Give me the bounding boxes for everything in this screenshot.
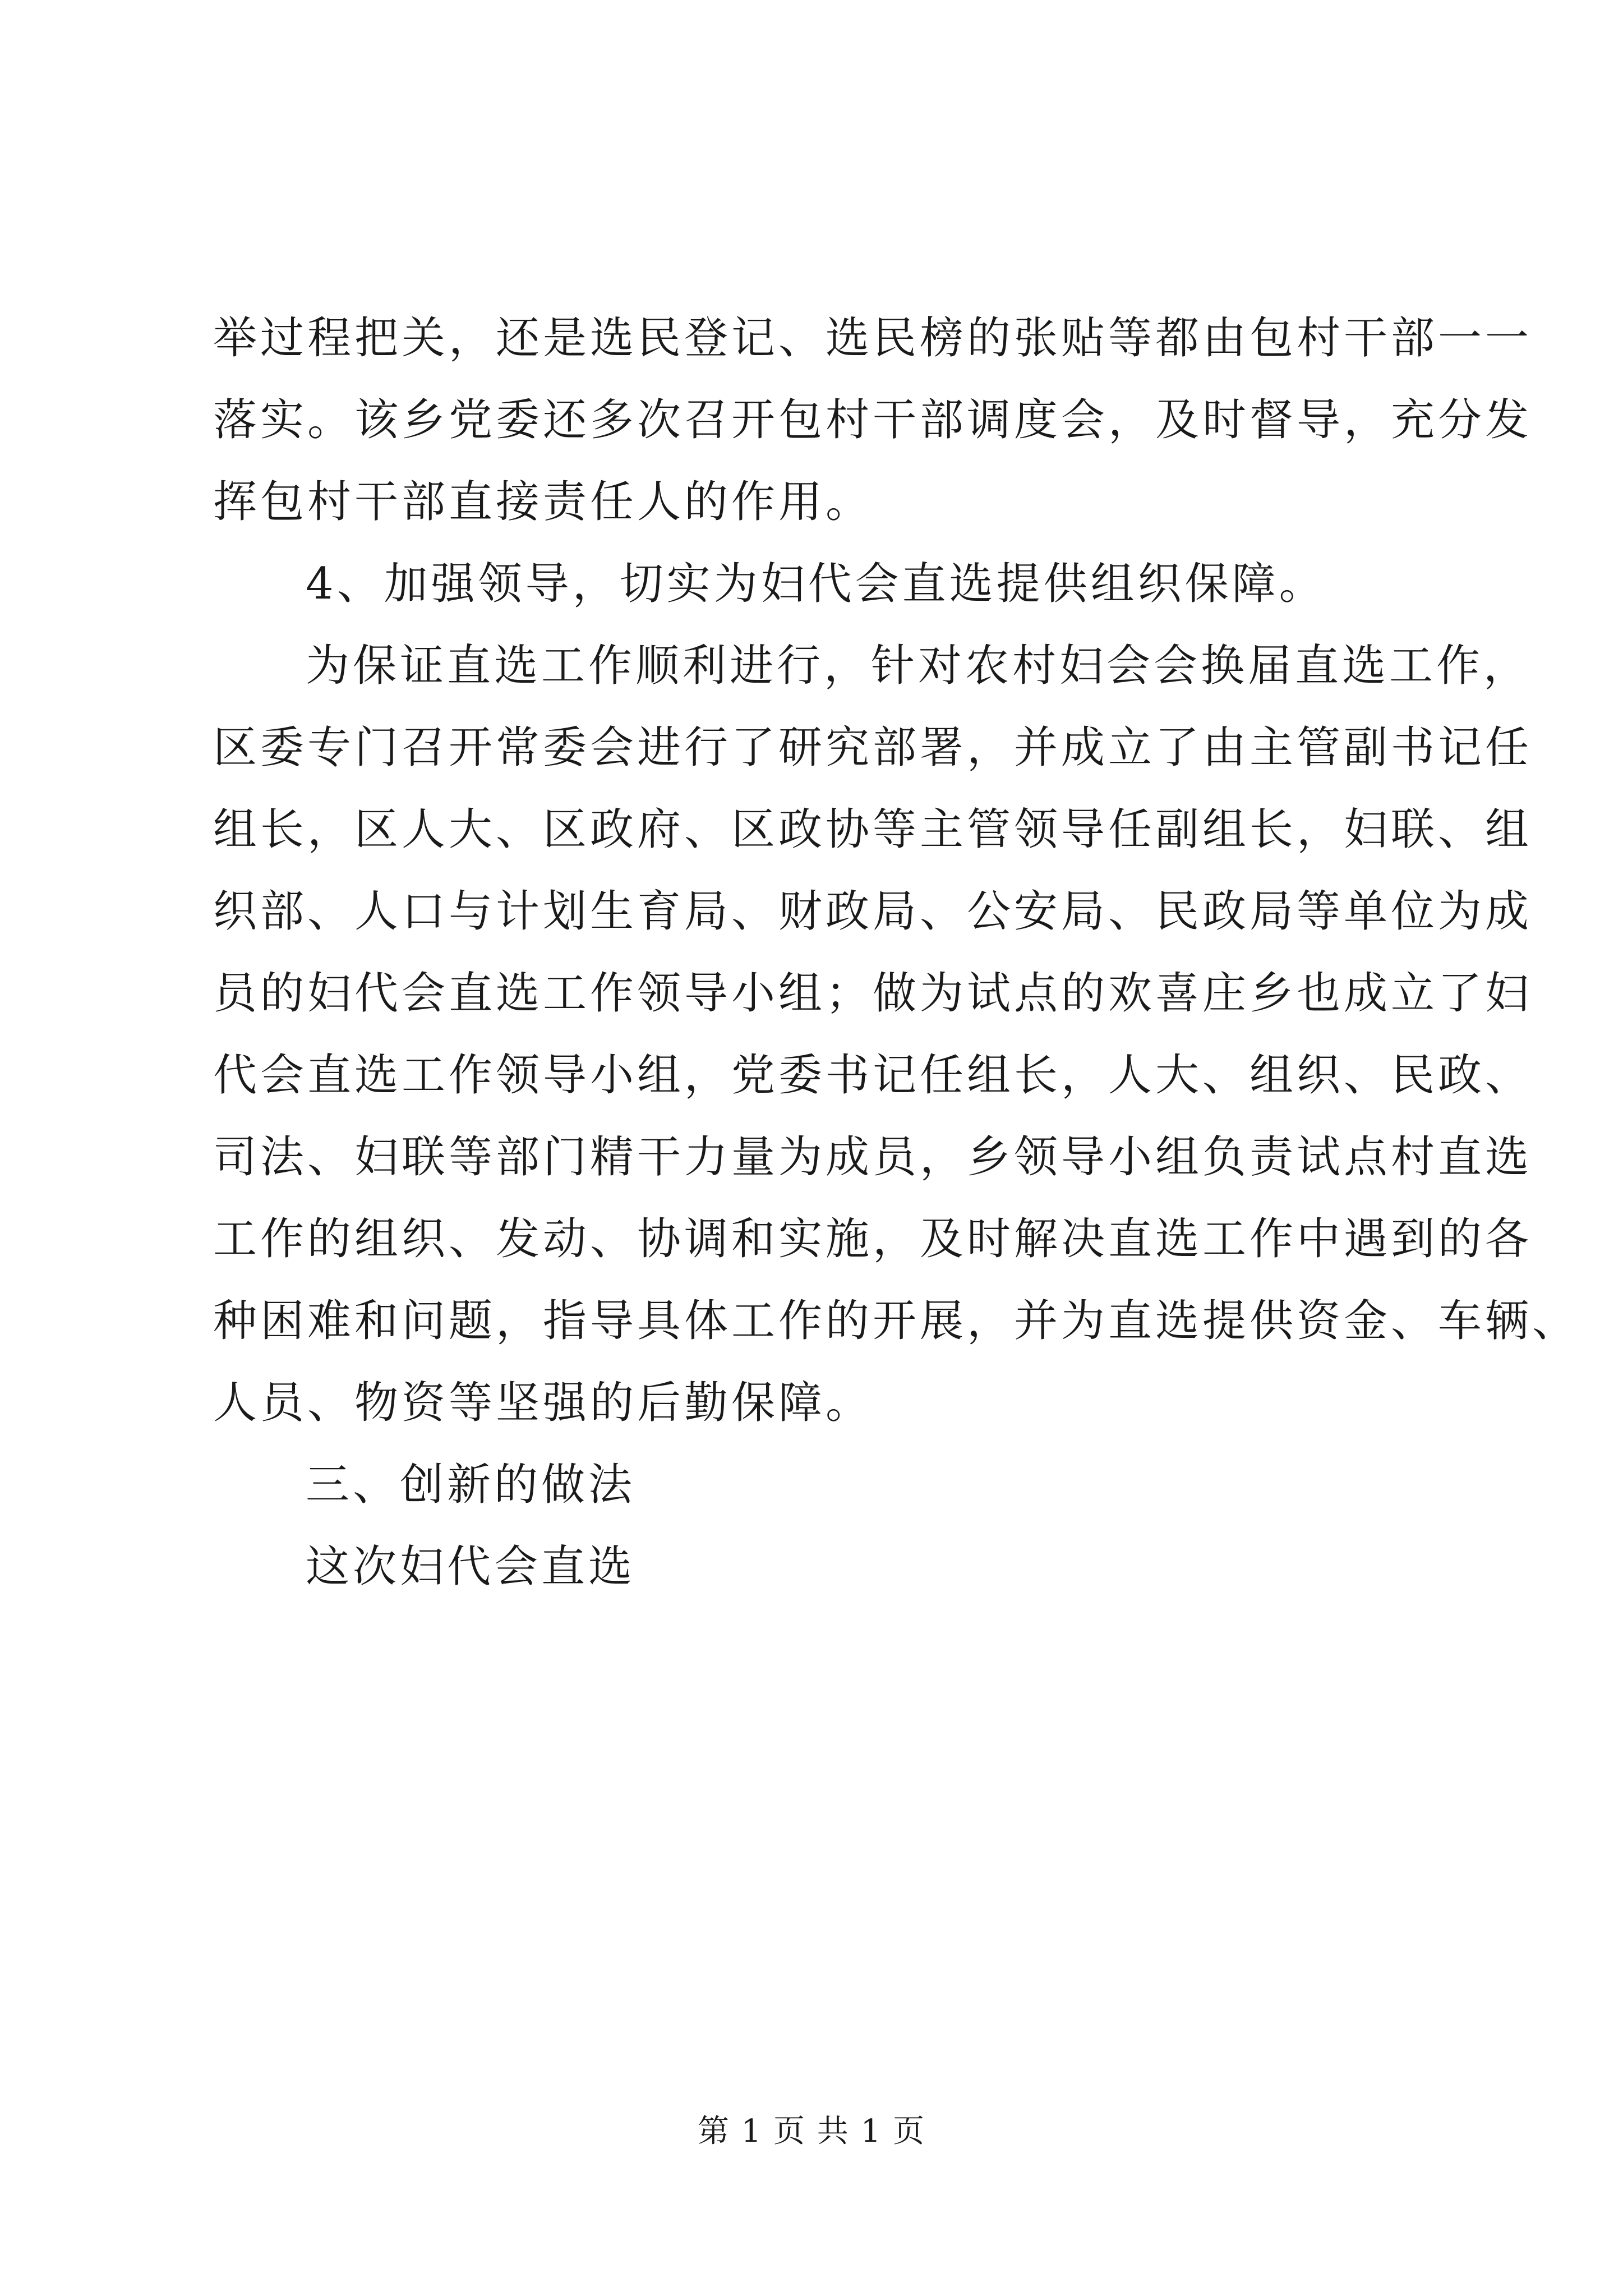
- text-line: 区委专门召开常委会进行了研究部署，并成立了由主管副书记任: [213, 723, 1533, 773]
- text-line: 落实。该乡党委还多次召开包村干部调度会，及时督导，充分发: [213, 395, 1533, 445]
- text-line: 种困难和问题，指导具体工作的开展，并为直选提供资金、车辆、: [213, 1296, 1580, 1346]
- text-line: 工作的组织、发动、协调和实施，及时解决直选工作中遇到的各: [213, 1214, 1533, 1264]
- text-line: 人员、物资等坚强的后勤保障。: [213, 1378, 873, 1428]
- document-body: [213, 297, 1580, 1608]
- text-line: 织部、人口与计划生育局、财政局、公安局、民政局等单位为成: [213, 886, 1533, 937]
- section-heading: 三、创新的做法: [306, 1460, 636, 1510]
- text-line: 员的妇代会直选工作领导小组；做为试点的欢喜庄乡也成立了妇: [213, 968, 1533, 1019]
- text-line: 举过程把关，还是选民登记、选民榜的张贴等都由包村干部一一: [213, 313, 1533, 364]
- text-line: 组长，区人大、区政府、区政协等主管领导任副组长，妇联、组: [213, 804, 1533, 855]
- text-line: 司法、妇联等部门精干力量为成员，乡领导小组负责试点村直选: [213, 1132, 1533, 1182]
- text-line: 挥包村干部直接责任人的作用。: [213, 477, 873, 527]
- page-footer: 第 1 页 共 1 页: [697, 2113, 926, 2150]
- section-heading: 4、加强领导，切实为妇代会直选提供组织保障。: [306, 559, 1326, 609]
- text-line: 为保证直选工作顺利进行，针对农村妇会会换届直选工作，: [306, 641, 1531, 691]
- text-line: 代会直选工作领导小组，党委书记任组长，人大、组织、民政、: [213, 1050, 1533, 1101]
- text-line: 这次妇代会直选: [306, 1542, 636, 1592]
